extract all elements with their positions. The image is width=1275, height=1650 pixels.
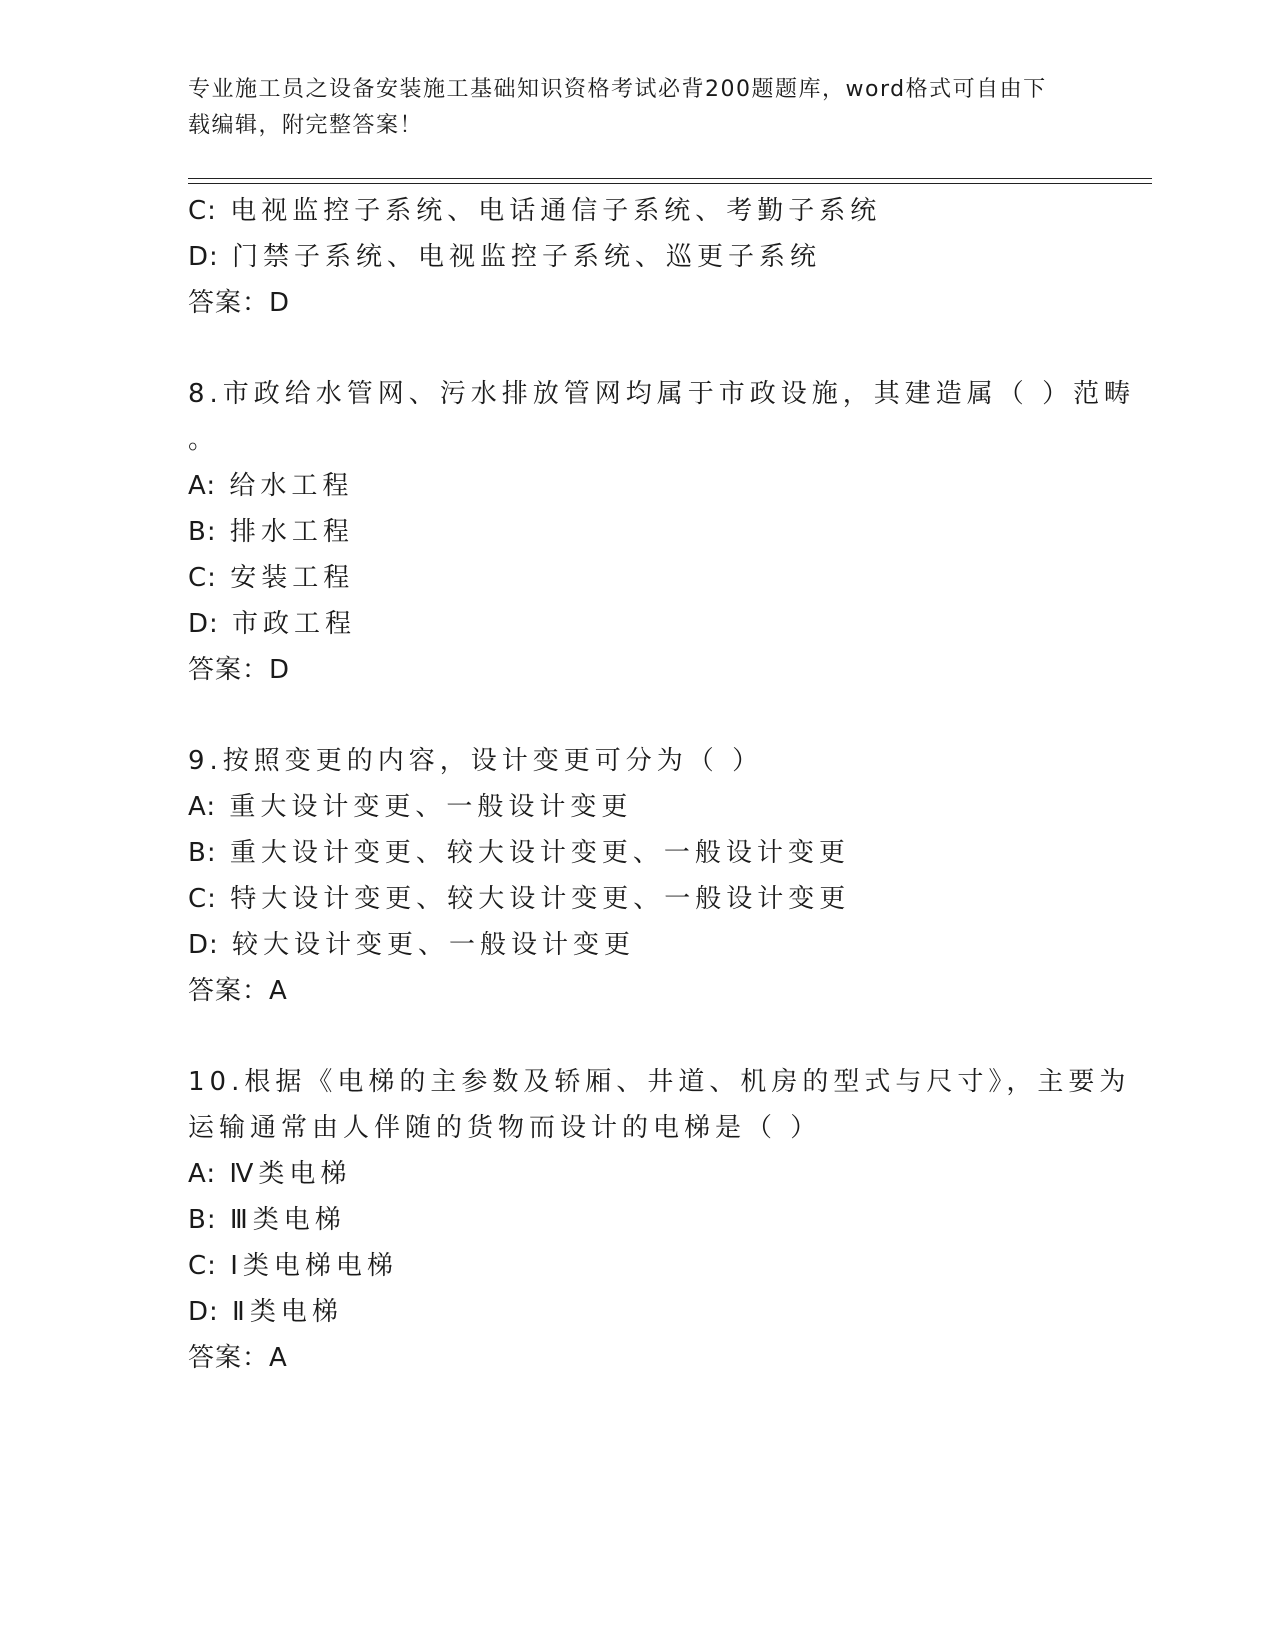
option-key: A: [188,792,217,822]
option-d [188,234,1088,280]
option-a [188,463,1088,509]
option-c [188,876,1088,922]
question-stem-continued: 。 [188,425,220,455]
document-header [188,72,1068,144]
option-key: C: [188,196,217,226]
question-stem-continued: 运输通常由人伴随的货物而设计的电梯是（ ） [188,1113,822,1143]
option-text: 较大设计变更、一般设计变更 [232,930,636,960]
option-text: 市政工程 [232,609,357,639]
question-stem: 9.按照变更的内容，设计变更可分为（ ） [188,746,764,776]
option-key: B: [188,1205,217,1235]
question-7-continued [188,188,1088,326]
option-key: C: [188,884,217,914]
answer: 答案：A [188,976,288,1006]
option-text: Ⅰ类电梯电梯 [230,1251,398,1281]
option-text: 电视监控子系统、电话通信子系统、考勤子系统 [230,196,882,226]
option-key: D: [188,1297,219,1327]
header-divider-bottom [188,183,1152,184]
option-text: 重大设计变更、较大设计变更、一般设计变更 [229,838,850,868]
option-text: Ⅳ类电梯 [229,1159,352,1189]
option-key: B: [188,517,217,547]
option-text: 安装工程 [230,563,355,593]
option-b [188,509,1088,555]
question-10 [188,1059,1131,1381]
option-d [188,601,1088,647]
answer: 答案：D [188,655,291,685]
option-text: 特大设计变更、较大设计变更、一般设计变更 [230,884,851,914]
option-text: Ⅲ类电梯 [229,1205,346,1235]
option-key: C: [188,1251,217,1281]
option-text: 重大设计变更、一般设计变更 [229,792,633,822]
option-d [188,922,1088,968]
option-a [188,784,1088,830]
option-text: 给水工程 [229,471,354,501]
option-b [188,1197,1088,1243]
header-title: 专业施工员之设备安装施工基础知识资格考试必背200题题库，word格式可自由下载编辑，附完整答案！ [188,77,1047,138]
question-8 [188,371,1136,693]
option-text: Ⅱ类电梯 [232,1297,343,1327]
option-key: A: [188,1159,217,1189]
option-c [188,188,1088,234]
option-key: B: [188,838,217,868]
option-key: D: [188,930,219,960]
document-body [188,188,1136,1381]
header-divider-top [188,178,1152,179]
option-c [188,555,1088,601]
option-c [188,1243,1088,1289]
option-b [188,830,1088,876]
question-stem: 10.根据《电梯的主参数及轿厢、井道、机房的型式与尺寸》，主要为 [188,1067,1131,1097]
option-d [188,1289,1088,1335]
option-text: 排水工程 [229,517,354,547]
option-key: C: [188,563,217,593]
question-9 [188,738,1088,1014]
question-stem: 8.市政给水管网、污水排放管网均属于市政设施，其建造属（ ）范畴 [188,379,1136,409]
option-key: D: [188,609,219,639]
answer: 答案：A [188,1343,288,1373]
option-key: D: [188,242,219,272]
option-text: 门禁子系统、电视监控子系统、巡更子系统 [232,242,822,272]
option-a [188,1151,1088,1197]
option-key: A: [188,471,217,501]
answer: 答案：D [188,288,291,318]
